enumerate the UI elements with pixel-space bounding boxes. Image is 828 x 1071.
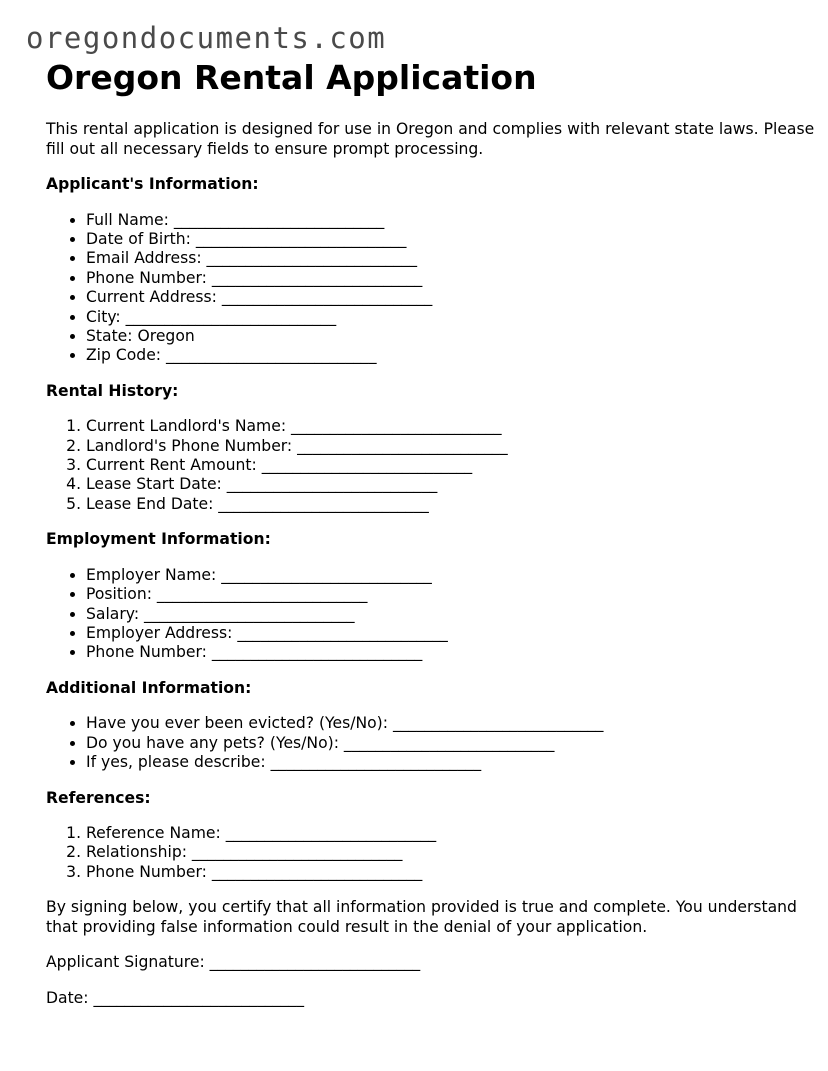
applicant-info-list (46, 211, 816, 366)
references-heading: References: (46, 788, 151, 807)
list-item-pets: • Do you have any pets? (Yes/No): ___________________________ (86, 734, 816, 753)
list-item-date-of-birth: • Date of Birth: ___________________________ (86, 230, 816, 249)
rental-history-list (46, 417, 816, 514)
employment-info-list (46, 566, 816, 663)
list-item-reference-name: 1. Reference Name: ___________________________ (86, 824, 816, 843)
applicant-info-heading: Applicant's Information: (46, 175, 259, 193)
list-item-reference-phone: 3. Phone Number: ___________________________ (86, 863, 816, 882)
list-item-full-name: • Full Name: ___________________________ (86, 211, 816, 230)
site-watermark: oregondocuments.com (26, 21, 387, 55)
list-item-employer-name: • Employer Name: ___________________________ (86, 566, 816, 585)
list-item-relationship: 2. Relationship: ___________________________ (86, 843, 816, 862)
references-list (46, 824, 816, 882)
list-item-email-address: • Email Address: ___________________________ (86, 249, 816, 268)
page-title: Oregon Rental Application (46, 58, 537, 97)
list-item-state: • State: Oregon (86, 327, 816, 346)
document-page (46, 58, 816, 1008)
list-item-position: • Position: ___________________________ (86, 585, 816, 604)
list-item-lease-end: 5. Lease End Date: ___________________________ (86, 495, 816, 514)
list-item-rent-amount: 3. Current Rent Amount: ___________________________ (86, 456, 816, 475)
employment-info-heading: Employment Information: (46, 530, 271, 549)
certification-paragraph: By signing below, you certify that all information provided is true and complete. You understand that providing false information could result in the denial of your application. (46, 898, 797, 936)
list-item-evicted: • Have you ever been evicted? (Yes/No): ___________________________ (86, 714, 816, 733)
additional-info-heading: Additional Information: (46, 678, 252, 697)
list-item-pets-describe: • If yes, please describe: ___________________________ (86, 753, 816, 772)
list-item-landlord-phone: 2. Landlord's Phone Number: ___________________________ (86, 437, 816, 456)
list-item-zip-code: • Zip Code: ___________________________ (86, 346, 816, 365)
rental-history-heading: Rental History: (46, 381, 179, 400)
additional-info-list (46, 714, 816, 772)
date-line: Date: ___________________________ (46, 988, 304, 1007)
intro-paragraph: This rental application is designed for use in Oregon and complies with relevant state laws. Please fill out all necessary fields to ensure prompt processing. (46, 120, 815, 158)
list-item-current-address: • Current Address: ___________________________ (86, 288, 816, 307)
list-item-salary: • Salary: ___________________________ (86, 605, 816, 624)
list-item-employer-phone: • Phone Number: ___________________________ (86, 643, 816, 662)
applicant-signature-line: Applicant Signature: ___________________________ (46, 953, 421, 972)
list-item-city: • City: ___________________________ (86, 308, 816, 327)
list-item-landlord-name: 1. Current Landlord's Name: ___________________________ (86, 417, 816, 436)
list-item-employer-address: • Employer Address: ___________________________ (86, 624, 816, 643)
list-item-phone-number: • Phone Number: ___________________________ (86, 269, 816, 288)
list-item-lease-start: 4. Lease Start Date: ___________________________ (86, 475, 816, 494)
